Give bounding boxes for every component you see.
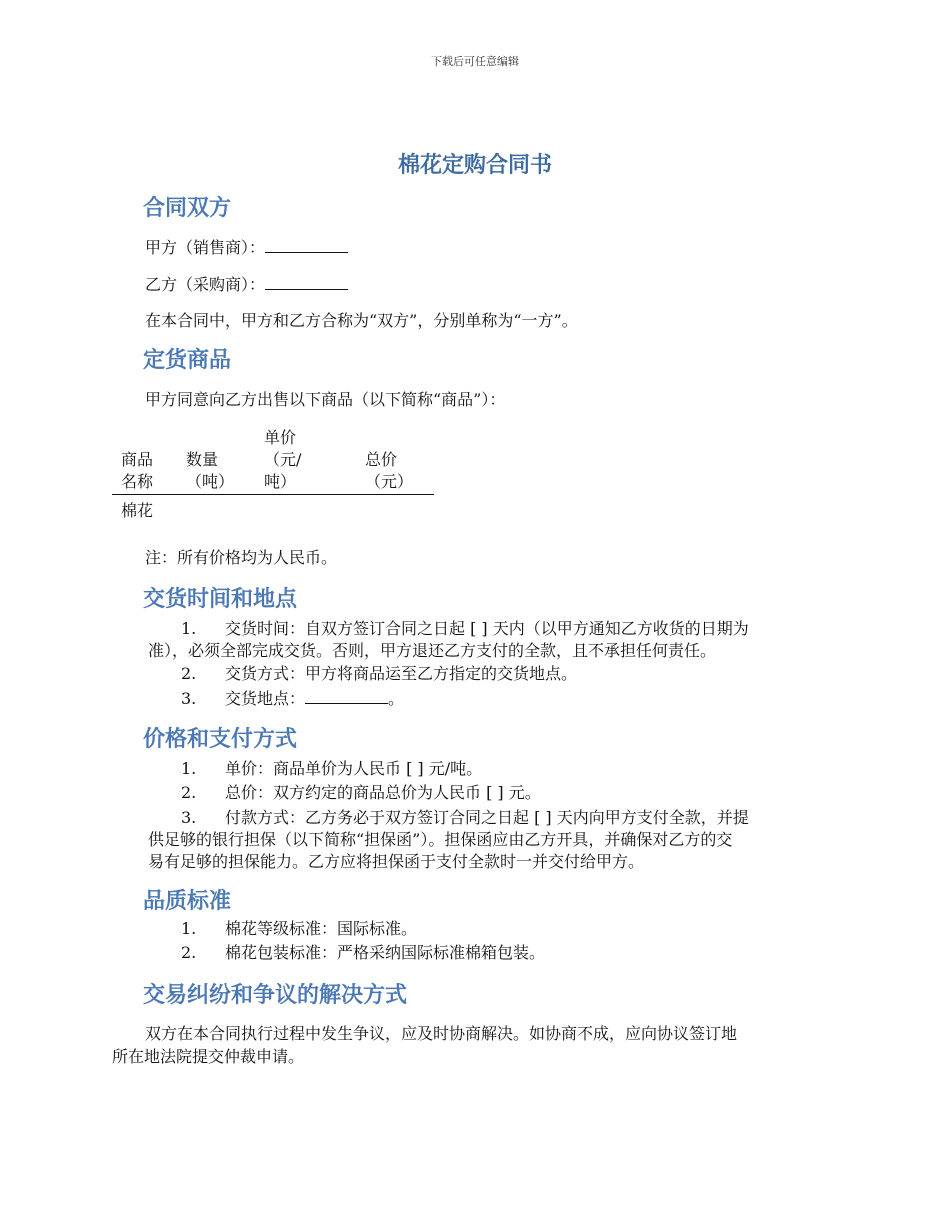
section-heading-delivery: 交货时间和地点 [143, 587, 298, 612]
dispute-line1: 双方在本合同执行过程中发生争议，应及时协商解决。如协商不成，应向协议签订地 [145, 1024, 738, 1043]
delivery-item-2-text: 交货方式：甲方将商品运至乙方指定的交货地点。 [225, 664, 578, 683]
section-heading-quality: 品质标准 [143, 889, 232, 914]
goods-intro: 甲方同意向乙方出售以下商品（以下简称“商品”）： [145, 390, 506, 409]
quality-item-1-text: 棉花等级标准：国际标准。 [225, 919, 418, 938]
delivery-item-3-line [225, 688, 404, 710]
payment-item-3-line1: 付款方式：乙方务必于双方签订合同之日起 [ ] 天内向甲方支付全款，并提 [225, 808, 749, 827]
delivery-place-blank [305, 689, 388, 704]
payment-item-2-text: 总价：双方约定的商品总价为人民币 [ ] 元。 [225, 783, 541, 802]
party-b-line [145, 274, 348, 296]
party-b-blank [265, 275, 348, 290]
table-header-rule [112, 494, 434, 495]
quality-item-2-text: 棉花包装标准：严格采纳国际标准棉箱包装。 [225, 943, 546, 962]
delivery-item-1-line1: 交货时间：自双方签订合同之日起 [ ] 天内（以甲方通知乙方收货的日期为 [225, 619, 749, 638]
delivery-item-3-number: 3. [181, 689, 197, 708]
payment-item-3-line2: 供足够的银行担保（以下简称“担保函”）。担保函应由乙方开具，并确保对乙方的交 [148, 830, 733, 849]
delivery-place-suffix: 。 [388, 689, 405, 708]
table-header-unit-price: 单价 （元/ 吨） [264, 428, 302, 491]
document-title: 棉花定购合同书 [397, 153, 552, 178]
payment-item-1-number: 1. [181, 759, 197, 778]
section-heading-goods: 定货商品 [143, 348, 232, 373]
party-a-label: 甲方（销售商）： [145, 238, 266, 257]
payment-item-3-number: 3. [181, 808, 197, 827]
table-cell-cotton: 棉花 [121, 501, 154, 520]
party-a-blank [265, 238, 348, 253]
section-heading-parties: 合同双方 [143, 196, 232, 221]
table-header-total-price: 总价 （元） [365, 450, 414, 491]
payment-item-2-number: 2. [181, 783, 197, 802]
party-a-line [145, 237, 348, 259]
page-header-note: 下载后可任意编辑 [431, 55, 519, 68]
table-header-quantity: 数量 （吨） [186, 450, 235, 491]
section-heading-dispute: 交易纠纷和争议的解决方式 [143, 983, 408, 1008]
party-b-label: 乙方（采购商）： [145, 275, 266, 294]
quality-item-1-number: 1. [181, 919, 197, 938]
payment-item-3-line3: 易有足够的担保能力。乙方应将担保函于支付全款时一并交付给甲方。 [148, 852, 645, 871]
delivery-item-1-line2: 准），必须全部完成交货。否则，甲方退还乙方支付的全款，且不承担任何责任。 [148, 641, 717, 660]
delivery-place-label: 交货地点： [225, 689, 306, 708]
table-header-name: 商品 名称 [121, 450, 154, 491]
quality-item-2-number: 2. [181, 943, 197, 962]
dispute-line2: 所在地法院提交仲裁申请。 [112, 1047, 305, 1066]
section-heading-payment: 价格和支付方式 [143, 727, 298, 752]
parties-definition: 在本合同中，甲方和乙方合称为“双方”，分别单称为“一方”。 [145, 311, 578, 330]
goods-note: 注：所有价格均为人民币。 [145, 548, 338, 567]
delivery-item-1-number: 1. [181, 619, 197, 638]
delivery-item-2-number: 2. [181, 664, 197, 683]
payment-item-1-text: 单价：商品单价为人民币 [ ] 元/吨。 [225, 759, 483, 778]
